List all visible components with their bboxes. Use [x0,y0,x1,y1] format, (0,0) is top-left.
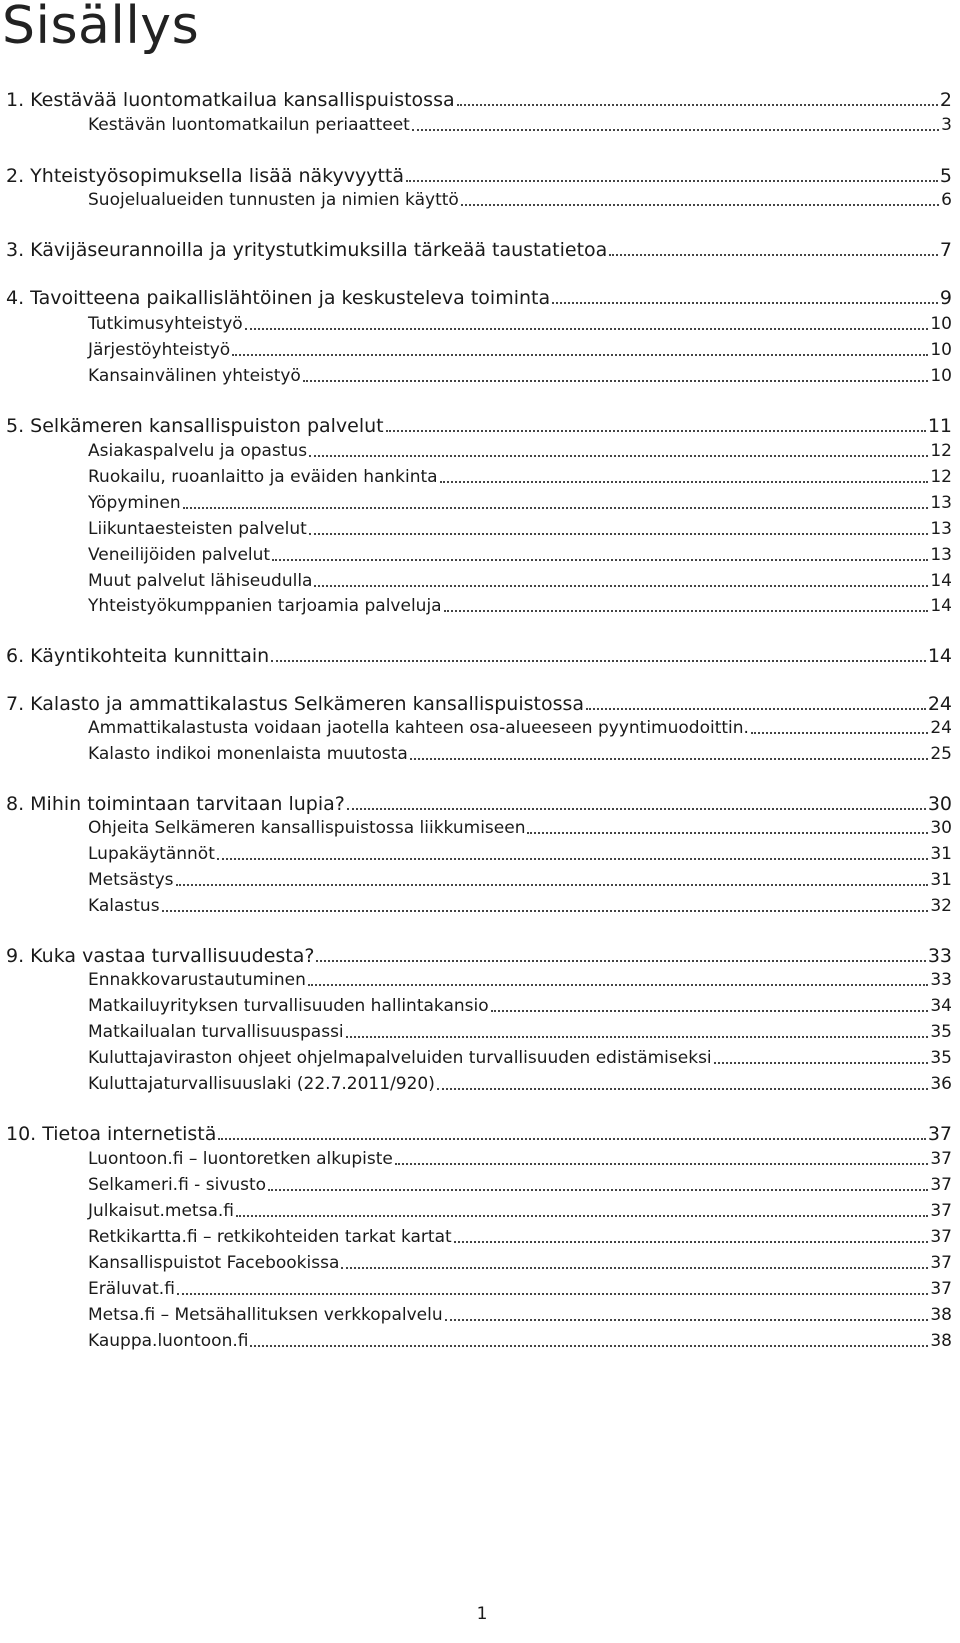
dot-leader [410,757,929,760]
toc-entry-page: 37 [927,1123,952,1145]
toc-section[interactable] [0,1147,952,1171]
toc-entry-label: 9. Kuka vastaa turvallisuudesta? [6,945,315,967]
toc-entry-page: 35 [930,1022,952,1042]
toc-entry-page: 30 [927,793,952,815]
dot-leader [268,1188,928,1191]
toc-entry-label: Eräluvat.fi [88,1279,175,1299]
toc-section[interactable] [0,1277,952,1301]
toc-entry-label: Kansallispuistot Facebookissa [88,1253,340,1273]
toc-entry-label: 6. Käyntikohteita kunnittain [6,645,270,667]
toc-entry-page: 38 [930,1305,952,1325]
toc-entry-page: 12 [930,467,952,487]
toc-section[interactable] [0,1303,952,1327]
dot-leader [314,584,928,587]
toc-entry-page: 37 [930,1149,952,1169]
toc-section[interactable] [0,1020,952,1044]
toc-entry-label: Yöpyminen [88,493,181,513]
toc-section[interactable] [0,842,952,866]
toc-chapter[interactable] [0,412,952,438]
toc-entry-label: 1. Kestävää luontomatkailua kansallispuistossa [6,89,455,111]
toc-entry-label: Julkaisut.metsa.fi [88,1201,234,1221]
toc-entry-page: 31 [930,844,952,864]
toc-entry-page: 37 [930,1227,952,1247]
toc-entry-label: Ruokailu, ruoanlaitto ja eväiden hankinta [88,467,438,487]
dot-leader [218,1137,925,1140]
toc-entry-label: Kalastus [88,896,160,916]
dot-leader [316,959,925,962]
toc-entry-page: 6 [941,190,952,210]
toc-entry-label: Tutkimusyhteistyö [88,314,243,334]
dot-leader [250,1344,928,1347]
toc-entry-page: 37 [930,1253,952,1273]
dot-leader [162,909,929,912]
toc-section[interactable] [0,439,952,463]
dot-leader [437,1087,928,1090]
toc-section[interactable] [0,1173,952,1197]
toc-section[interactable] [0,338,952,362]
toc-entry-label: Yhteistyökumppanien tarjoamia palveluja [88,596,442,616]
dot-leader [341,1266,928,1269]
toc-section[interactable] [0,517,952,541]
toc-entry-label: Suojelualueiden tunnusten ja nimien käyttö [88,190,459,210]
toc-entry-page: 24 [927,693,952,715]
toc-section[interactable] [0,188,952,212]
toc-entry-label: 10. Tietoa internetistä [6,1123,217,1145]
toc-section[interactable] [0,569,952,593]
toc-entry-page: 3 [941,115,952,135]
toc-section[interactable] [0,1225,952,1249]
dot-leader [751,731,928,734]
toc-chapter[interactable] [0,236,952,262]
toc-entry-label: 8. Mihin toimintaan tarvitaan lupia? [6,793,345,815]
toc-section[interactable] [0,1046,952,1070]
toc-chapter[interactable] [0,162,952,188]
toc-entry-label: Kauppa.luontoon.fi [88,1331,249,1351]
dot-leader [454,1240,929,1243]
dot-leader [309,454,928,457]
page-number [0,1604,960,1624]
dot-leader [303,379,929,382]
toc-entry-page: 33 [930,970,952,990]
dot-leader [245,327,929,330]
toc-entry-label: Retkikartta.fi – retkikohteiden tarkat kartat [88,1227,452,1247]
toc-entry-label: Liikuntaesteisten palvelut [88,519,307,539]
toc-entry-page: 5 [939,165,952,187]
toc-entry-page: 9 [939,287,952,309]
dot-leader [527,831,928,834]
toc-entry-label: Selkameri.fi - sivusto [88,1175,267,1195]
dot-leader [309,532,929,535]
toc-entry-page: 35 [930,1048,952,1068]
toc-entry-page: 12 [930,441,952,461]
dot-leader [440,480,929,483]
toc-entry-label: Metsästys [88,870,174,890]
toc-entry-label: 7. Kalasto ja ammattikalastus Selkämeren kansallispuistossa [6,693,585,715]
toc-section[interactable] [0,465,952,489]
toc-section[interactable] [0,1329,952,1353]
toc-entry-page: 10 [930,366,952,386]
toc-entry-page: 33 [927,945,952,967]
toc-entry-label: Matkailualan turvallisuuspassi [88,1022,344,1042]
toc-entry-page: 24 [930,718,952,738]
dot-leader [346,1035,929,1038]
toc-entry-page: 11 [927,415,952,437]
toc-entry-label: Veneilijöiden palvelut [88,545,271,565]
toc-section[interactable] [0,816,952,840]
toc-chapter[interactable] [0,86,952,112]
page-title: Sisällys [2,0,200,56]
dot-leader [714,1061,929,1064]
dot-leader [271,659,926,662]
toc-entry-page: 37 [930,1201,952,1221]
toc-entry-label: Kalasto indikoi monenlaista muutosta [88,744,408,764]
dot-leader [183,506,929,509]
toc-chapter[interactable] [0,942,952,968]
toc-entry-page: 14 [930,571,952,591]
dot-leader [386,429,926,432]
toc-entry-label: Lupakäytännöt [88,844,215,864]
toc-chapter[interactable] [0,284,952,310]
toc-entry-label: Kestävän luontomatkailun periaatteet [88,115,410,135]
toc-entry-page: 37 [930,1279,952,1299]
toc-entry-page: 31 [930,870,952,890]
toc-entry-label: Muut palvelut lähiseudulla [88,571,313,591]
toc-section[interactable] [0,364,952,388]
dot-leader [272,558,928,561]
toc-entry-label: Luontoon.fi – luontoretken alkupiste [88,1149,393,1169]
toc-section[interactable] [0,594,952,618]
toc-entry-label: 4. Tavoitteena paikallislähtöinen ja keskusteleva toiminta [6,287,551,309]
toc-section[interactable] [0,1199,952,1223]
toc-chapter[interactable] [0,642,952,668]
toc-section[interactable] [0,113,952,137]
dot-leader [176,883,929,886]
dot-leader [457,103,938,106]
toc-entry-label: 2. Yhteistyösopimuksella lisää näkyvyyttä [6,165,405,187]
toc-entry-page: 13 [930,545,952,565]
dot-leader [491,1009,929,1012]
dot-leader [406,179,938,182]
toc-entry-page: 25 [930,744,952,764]
toc-entry-label: Kuluttajaviraston ohjeet ohjelmapalveluiden turvallisuuden edistämiseksi [88,1048,712,1068]
toc-entry-label: Kansainvälinen yhteistyö [88,366,301,386]
toc-entry-page: 2 [939,89,952,111]
dot-leader [347,807,926,810]
page-number-text: 1 [476,1604,488,1624]
toc-entry-page: 14 [927,645,952,667]
dot-leader [609,253,938,256]
toc-entry-page: 37 [930,1175,952,1195]
toc-entry-label: Kuluttajaturvallisuuslaki (22.7.2011/920) [88,1074,435,1094]
toc-entry-label: Ennakkovarustautuminen [88,970,306,990]
dot-leader [308,983,928,986]
toc-entry-label: Ammattikalastusta voidaan jaotella kahteen osa-alueeseen pyyntimuodoittin. [88,718,749,738]
dot-leader [586,707,926,710]
toc-section[interactable] [0,968,952,992]
toc-entry-label: 3. Kävijäseurannoilla ja yritystutkimuksilla tärkeää taustatietoa [6,239,608,261]
toc-entry-page: 30 [930,818,952,838]
toc-entry-label: Ohjeita Selkämeren kansallispuistossa liikkumiseen [88,818,526,838]
toc-chapter[interactable] [0,690,952,716]
dot-leader [445,1318,929,1321]
dot-leader [236,1214,928,1217]
dot-leader [217,857,928,860]
toc-section[interactable] [0,716,952,740]
dot-leader [412,128,939,131]
toc-section[interactable] [0,742,952,766]
toc-entry-label: Matkailuyrityksen turvallisuuden hallintakansio [88,996,489,1016]
toc-entry-page: 13 [930,519,952,539]
toc-section[interactable] [0,994,952,1018]
toc-entry-page: 34 [930,996,952,1016]
toc-section[interactable] [0,1251,952,1275]
toc-entry-page: 38 [930,1331,952,1351]
toc-entry-page: 32 [930,896,952,916]
toc-entry-label: 5. Selkämeren kansallispuiston palvelut [6,415,384,437]
toc-entry-label: Järjestöyhteistyö [88,340,231,360]
dot-leader [461,203,939,206]
toc-section[interactable] [0,543,952,567]
dot-leader [177,1292,928,1295]
toc-section[interactable] [0,894,952,918]
toc-entry-page: 7 [939,239,952,261]
dot-leader [232,353,928,356]
dot-leader [552,301,938,304]
toc-chapter[interactable] [0,790,952,816]
dot-leader [444,609,929,612]
toc-section[interactable] [0,868,952,892]
toc-section[interactable] [0,1072,952,1096]
toc-entry-label: Metsa.fi – Metsähallituksen verkkopalvelu [88,1305,443,1325]
toc-section[interactable] [0,491,952,515]
toc-entry-page: 13 [930,493,952,513]
toc-entry-label: Asiakaspalvelu ja opastus [88,441,308,461]
toc-entry-page: 10 [930,314,952,334]
toc-section[interactable] [0,312,952,336]
toc-entry-page: 36 [930,1074,952,1094]
toc-entry-page: 14 [930,596,952,616]
toc-entry-page: 10 [930,340,952,360]
dot-leader [395,1162,928,1165]
toc-chapter[interactable] [0,1120,952,1146]
